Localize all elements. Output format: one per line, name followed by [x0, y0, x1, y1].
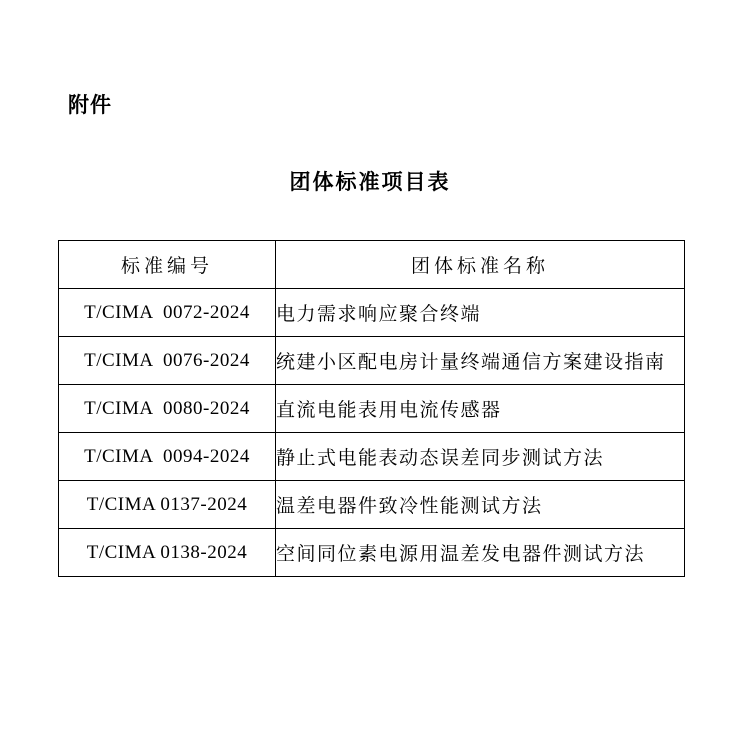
table-row [59, 481, 685, 529]
attachment-label: 附件 [68, 94, 112, 117]
page-title: 团体标准项目表 [289, 171, 451, 194]
standard-code-cell: T/CIMA 0072-2024 [59, 289, 276, 337]
table-row [59, 529, 685, 577]
standard-name-cell: 空间同位素电源用温差发电器件测试方法 [276, 529, 685, 577]
standard-name-cell: 直流电能表用电流传感器 [276, 385, 685, 433]
standard-name-cell: 温差电器件致冷性能测试方法 [276, 481, 685, 529]
standard-code-cell: T/CIMA 0094-2024 [59, 433, 276, 481]
standard-code-cell: T/CIMA 0080-2024 [59, 385, 276, 433]
standard-name-cell: 静止式电能表动态误差同步测试方法 [276, 433, 685, 481]
table-row [59, 433, 685, 481]
table-row [59, 289, 685, 337]
table-row [59, 385, 685, 433]
standard-name-cell: 统建小区配电房计量终端通信方案建设指南 [276, 337, 685, 385]
table-header-row [59, 241, 685, 289]
header-standard-name: 团体标准名称 [276, 241, 685, 289]
standard-code-cell: T/CIMA 0076-2024 [59, 337, 276, 385]
header-standard-code: 标准编号 [59, 241, 276, 289]
standard-name-cell: 电力需求响应聚合终端 [276, 289, 685, 337]
standard-code-cell: T/CIMA 0137-2024 [59, 481, 276, 529]
standard-code-cell: T/CIMA 0138-2024 [59, 529, 276, 577]
standards-table [58, 240, 685, 577]
table-row [59, 337, 685, 385]
table-body [59, 289, 685, 577]
